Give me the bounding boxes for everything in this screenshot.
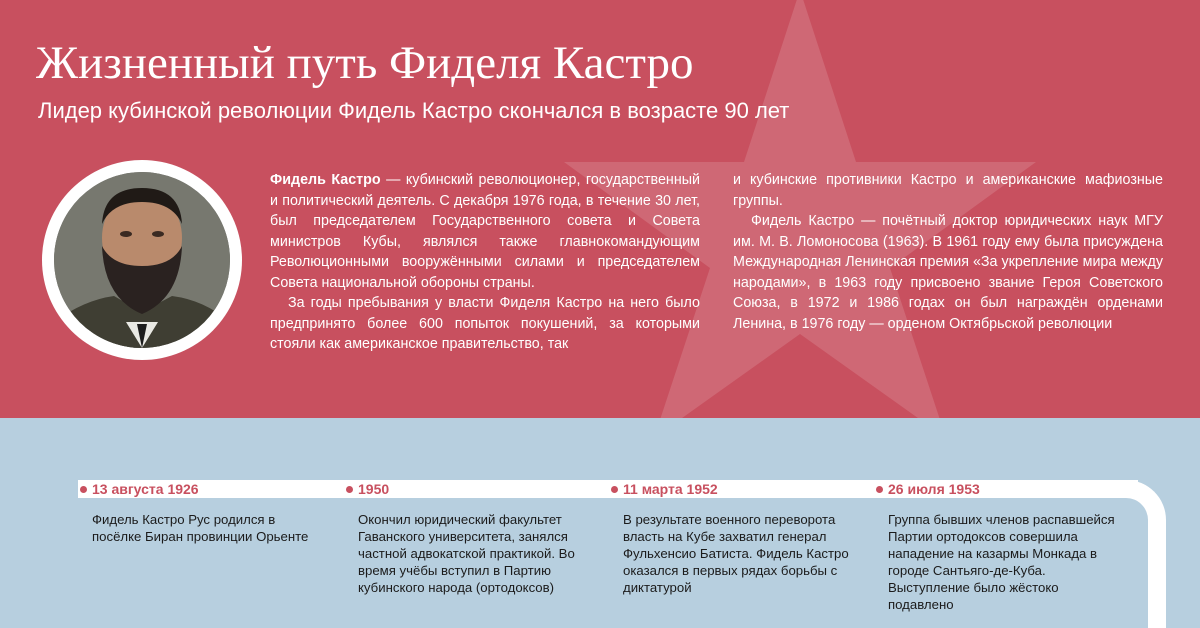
- timeline-event: [78, 480, 328, 545]
- portrait-illustration: [54, 172, 230, 348]
- bio-paragraph-3: Фидель Кастро — почётный доктор юридических наук МГУ им. М. В. Ломоносова (1963). В 1961 году ему была присуждена Международная Ленинская премия «За укрепление мира между народами», в 1963 году присвоено звание Героя Советского Союза, в 1972 и 1986 годах он был награждён орденами Ленина, в 1976 году — орденом Октябрьской революции: [733, 213, 1163, 332]
- page-subtitle: Лидер кубинской революции Фидель Кастро скончался в возрасте 90 лет: [38, 98, 790, 123]
- timeline-description: Фидель Кастро Рус родился в посёлке Биран провинции Орьенте: [92, 512, 309, 544]
- portrait-photo: [54, 172, 230, 348]
- bio-column-right: [733, 170, 1163, 334]
- bio-paragraph-1: — кубинский революционер, государственный и политический деятель. С декабря 1976 года, в течение 30 лет, был председателем Государственного совета и Совета министров Кубы, являлся также главнокомандующим Революционными вооружёнными силами и председателем Совета национальной обороны страны.: [270, 172, 700, 291]
- timeline-description: Группа бывших членов распавшейся Партии ортодоксов совершила нападение на казармы Монкада в городе Сантьяго-де-Куба. Выступление было жёстоко подавлено: [888, 512, 1115, 612]
- timeline-event: [874, 480, 1124, 613]
- timeline-date: [78, 480, 328, 498]
- bio-column-left: [270, 170, 700, 355]
- timeline-dot: [876, 486, 883, 493]
- bio-paragraph-2-continued: и кубинские противники Кастро и американские мафиозные группы.: [733, 172, 1163, 209]
- timeline-date: [609, 480, 859, 498]
- timeline-date-text: 26 июля 1953: [888, 481, 980, 497]
- timeline-description: В результате военного переворота власть на Кубе захватил генерал Фульхенсио Батиста. Фидель Кастро оказался в первых рядах борьбы с диктатурой: [623, 512, 849, 595]
- timeline-date-text: 13 августа 1926: [92, 481, 199, 497]
- timeline-date-text: 11 марта 1952: [623, 481, 718, 497]
- timeline-date: [874, 480, 1124, 498]
- page-title: Жизненный путь Фиделя Кастро: [36, 37, 694, 89]
- timeline-dot: [80, 486, 87, 493]
- timeline-description: Окончил юридический факультет Гаванского университета, занялся частной адвокатской практикой. Во время учёбы вступил в Партию кубинского народа (ортодоксов): [358, 512, 575, 595]
- bio-name: Фидель Кастро: [270, 172, 381, 188]
- timeline-event: [609, 480, 859, 596]
- timeline-date: [344, 480, 594, 498]
- bio-paragraph-2: За годы пребывания у власти Фиделя Кастро на него было предпринято более 600 попыток покушений, за которыми стояли как американское правительство, так: [270, 295, 700, 352]
- timeline-dot: [611, 486, 618, 493]
- portrait-frame: [42, 160, 242, 360]
- timeline-date-text: 1950: [358, 481, 390, 497]
- timeline-dot: [346, 486, 353, 493]
- timeline-event: [344, 480, 594, 596]
